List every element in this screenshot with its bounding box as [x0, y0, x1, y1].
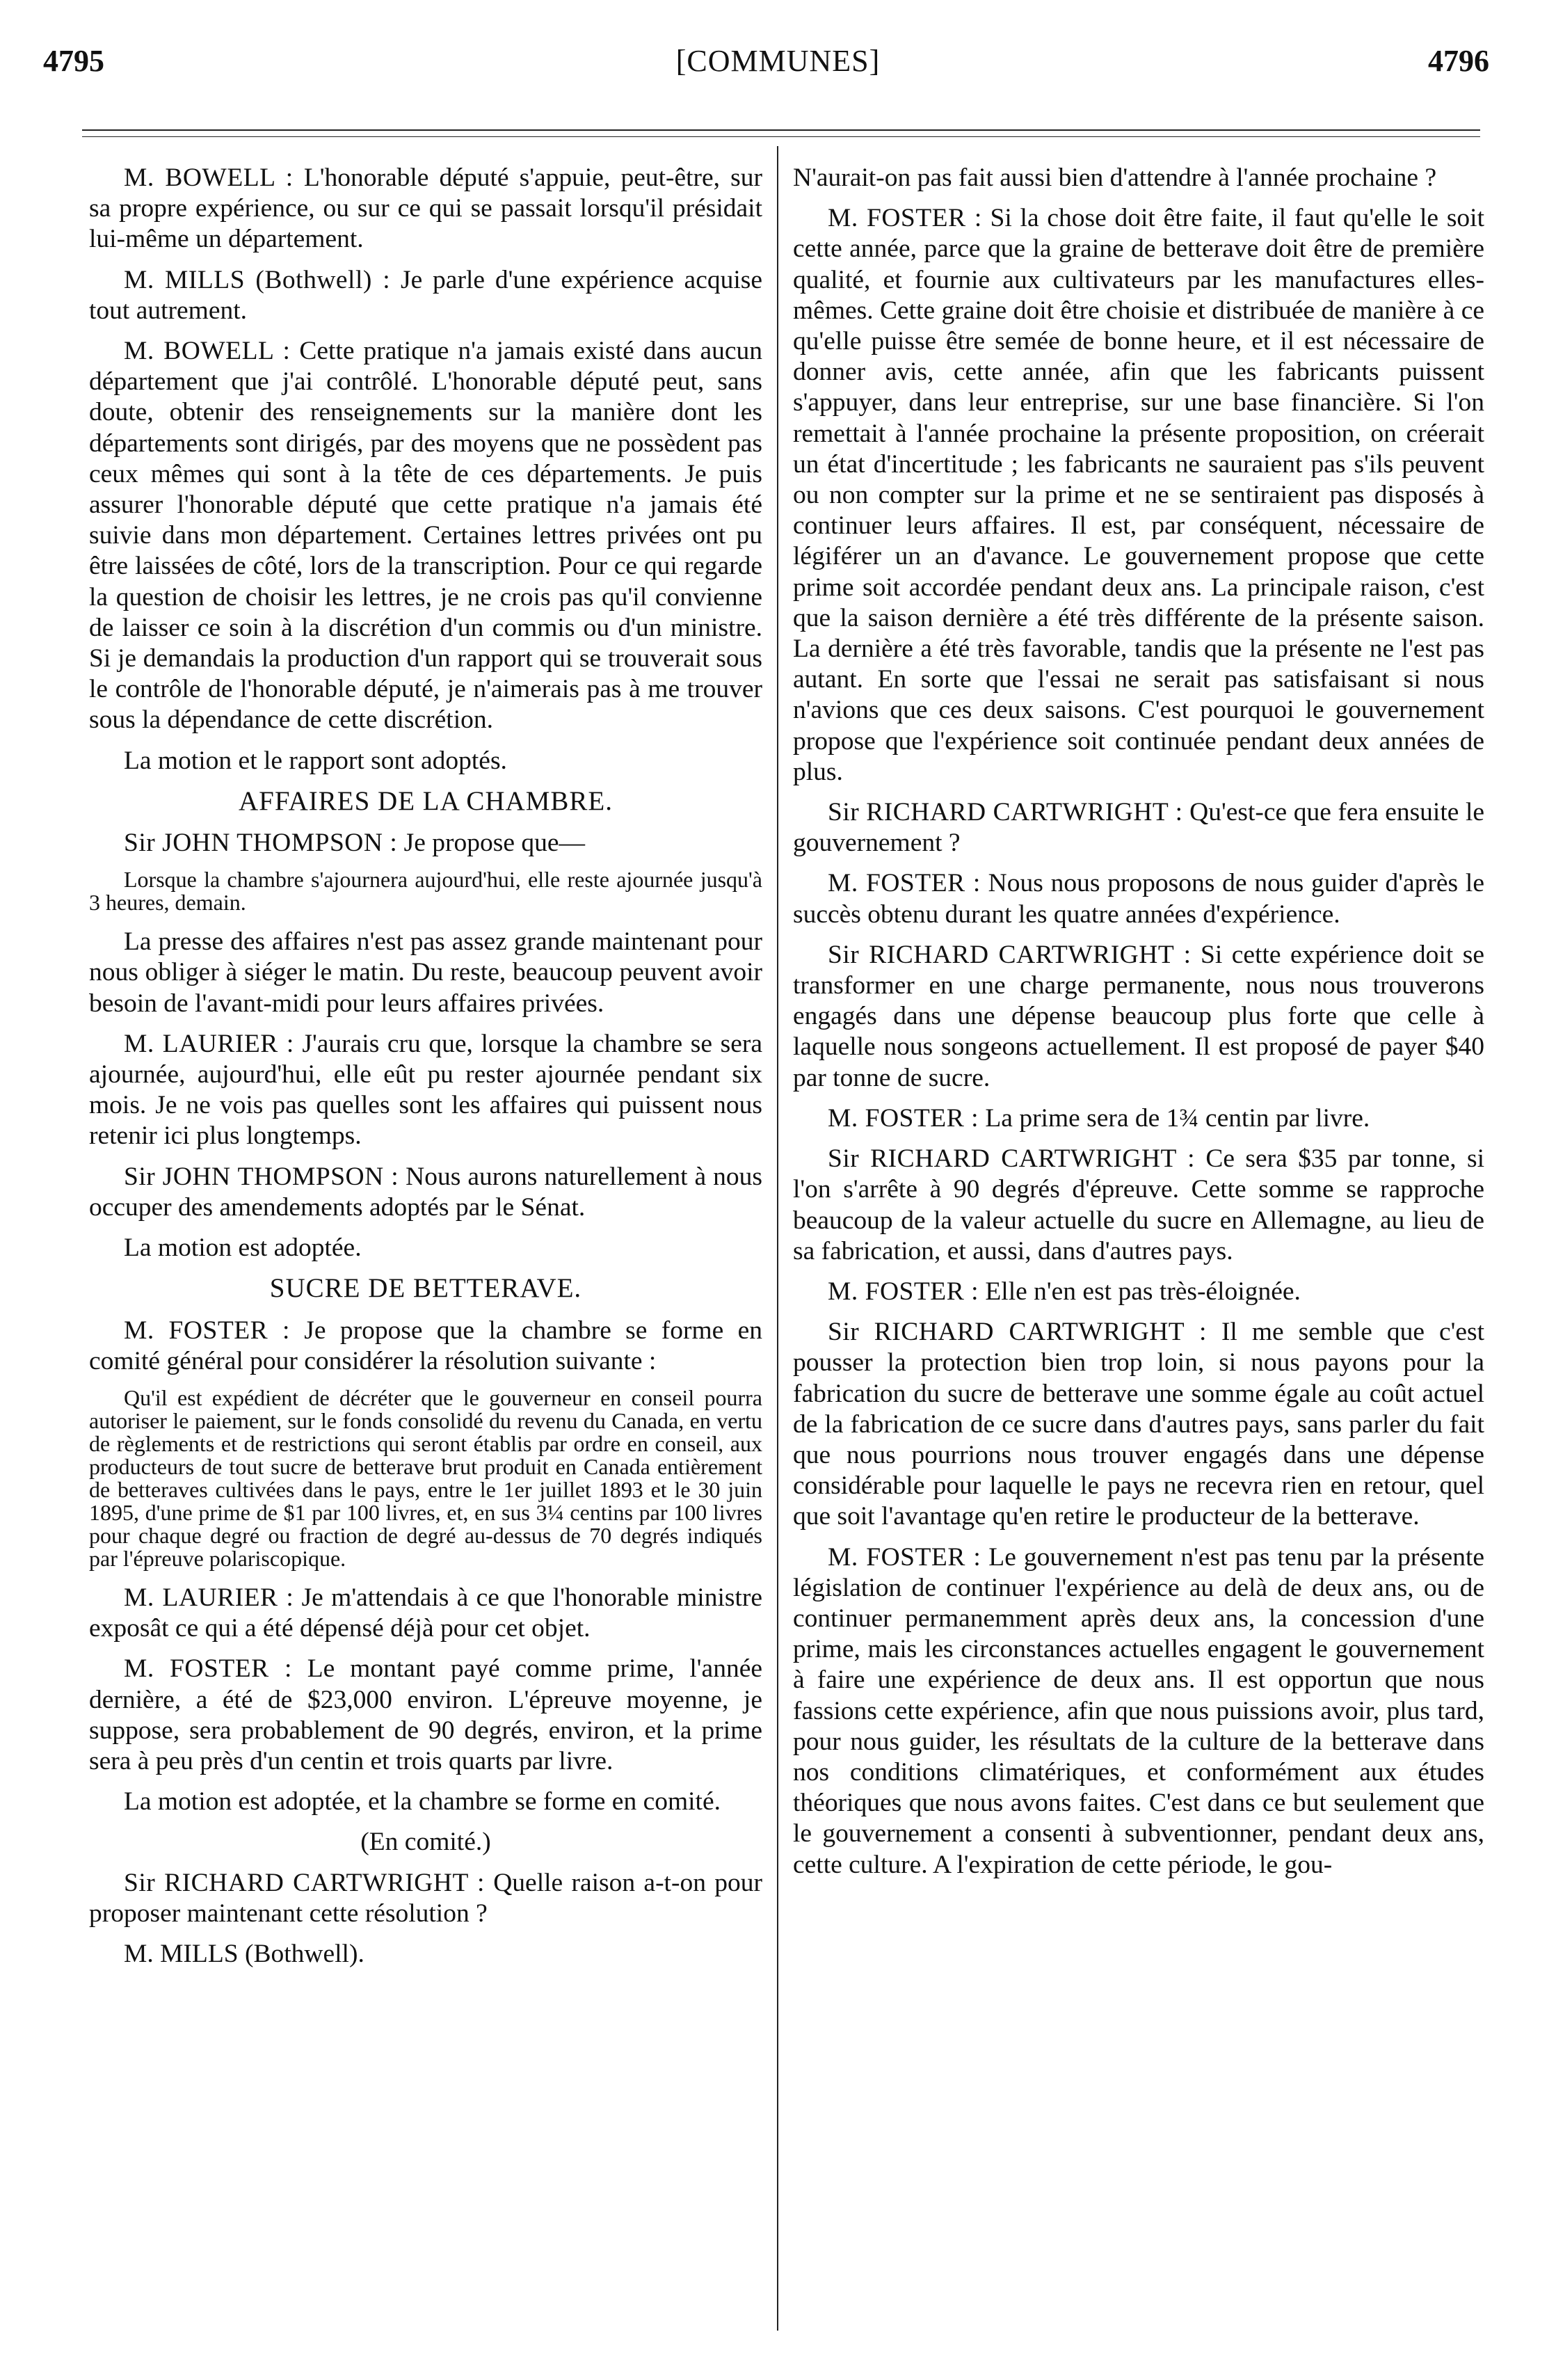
speech-text: L'honorable député s'appuie, peut-être, sur sa propre expérience, ou sur ce qui se passait lorsqu'il présidait lui-même un département.	[89, 163, 763, 254]
speech-text: Quelle raison a-t-on pour proposer maintenant cette résolution ?	[89, 1868, 763, 1928]
committee-note: (En comité.)	[360, 1828, 491, 1857]
speaker: Sir RICHARD CARTWRIGHT :	[828, 1144, 1196, 1174]
speech-text: Qu'est-ce que fera ensuite le gouvernement ?	[793, 798, 1485, 858]
paragraph	[89, 265, 762, 326]
speech-text: Ce sera $35 par tonne, si l'on s'arrête à 90 degrés d'épreuve. Cette somme se rapproche beaucoup de la valeur actuelle du sucre en Allemagne, au lieu de sa fabrication, et aussi, dans d'autres pays.	[793, 1144, 1485, 1265]
speaker: M. FOSTER :	[828, 1277, 979, 1306]
speaker: M. LAURIER :	[124, 1583, 294, 1612]
speech-text: Je propose que—	[403, 829, 585, 858]
paragraph	[793, 1277, 1484, 1307]
right-column	[793, 163, 1484, 1890]
speech-text: Elle n'en est pas très-éloignée.	[985, 1277, 1301, 1306]
speech-text: Si cette expérience doit se transformer en une charge permanente, nous nous trouverons engagés dans une dépense beaucoup plus forte que celle à laquelle nous songeons actuellement. Il est proposé de payer $40 par tonne de sucre.	[793, 940, 1484, 1092]
speaker: M. BOWELL :	[124, 163, 294, 192]
section-heading: AFFAIRES DE LA CHAMBRE.	[238, 785, 613, 816]
motion-quote: Lorsque la chambre s'ajournera aujourd'hui, elle reste ajournée jusqu'à 3 heures, demain.	[89, 867, 762, 916]
paragraph	[89, 1162, 762, 1223]
speech-text: Cette pratique n'a jamais existé dans aucun département que j'ai contrôlé. L'honorable député peut, sans doute, obtenir des renseignements sur la manière dont les départements sont dirigés, par des moyens que ne possèdent pas ceux mêmes qui sont à la tête de ces départements. Je puis assurer l'honorable député que cette pratique n'a jamais été suivie dans mon département. Certaines lettres privées ont pu être laissées de côté, lors de la transcription. Pour ce qui regarde la question de choisir les lettres, je ne crois pas qu'il convienne de laisser ce soin à la discrétion d'un commis ou d'un ministre. Si je demandais la production d'un rapport qui se trouverait sous le contrôle de l'honorable député, je n'aimerais pas à me trouver sous la dépendance de cette discrétion.	[89, 337, 763, 735]
speaker: Sir RICHARD CARTWRIGHT :	[828, 798, 1183, 827]
running-title: [COMMUNES]	[675, 44, 881, 78]
paragraph	[793, 868, 1484, 929]
speaker: M. FOSTER :	[124, 1316, 290, 1345]
page-number-right: 4796	[1428, 44, 1489, 78]
speech-text: Je propose que la chambre se forme en comité général pour considérer la résolution suivante :	[89, 1316, 763, 1375]
resolution-quote: Qu'il est expédient de décréter que le gouverneur en conseil pourra autoriser le paiement, sur le fonds consolidé du revenu du Canada, en vertu de règlements et de restrictions qui seront établis par ordre en conseil, aux producteurs de tout sucre de betterave brut produit en Canada entièrement de betteraves cultivées dans le pays, entre le 1er juillet 1893 et le 30 juin 1895, d'une prime de $1 par 100 livres, et, en sus 3¼ centins par 100 livres pour chaque degré ou fraction de degré au-dessus de 70 degrés indiqués par l'épreuve polariscopique.	[89, 1384, 762, 1571]
paragraph	[89, 1654, 762, 1777]
paragraph: La motion et le rapport sont adoptés.	[124, 746, 507, 775]
paragraph: N'aurait-on pas fait aussi bien d'attendre à l'année prochaine ?	[793, 163, 1437, 192]
paragraph: La motion est adoptée.	[124, 1233, 362, 1263]
paragraph: M. MILLS (Bothwell).	[124, 1939, 364, 1968]
speech-text: Le montant payé comme prime, l'année dernière, a été de $23,000 environ. L'épreuve moyenne, je suppose, sera probablement de 90 degrés, environ, et la prime sera à peu près d'un centin et trois quarts par livre.	[89, 1654, 762, 1775]
speaker: Sir RICHARD CARTWRIGHT :	[124, 1868, 485, 1897]
speech-text: La prime sera de 1¾ centin par livre.	[985, 1103, 1370, 1133]
speech-text: Je parle d'une expérience acquise tout autrement.	[89, 265, 763, 325]
speaker: Sir RICHARD CARTWRIGHT :	[828, 940, 1192, 969]
header-rule	[82, 129, 1480, 131]
section-heading: SUCRE DE BETTERAVE.	[269, 1273, 582, 1304]
paragraph	[89, 1868, 762, 1929]
speaker: M. FOSTER :	[828, 1103, 979, 1133]
speech-text: J'aurais cru que, lorsque la chambre se sera ajournée, aujourd'hui, elle eût pu rester ajournée pendant six mois. Je ne vois pas quelles sont les affaires qui puissent nous retenir ici plus longtemps.	[89, 1029, 762, 1151]
speaker: M. LAURIER :	[124, 1029, 294, 1058]
speaker: M. FOSTER :	[828, 869, 981, 898]
speaker: Sir RICHARD CARTWRIGHT :	[828, 1318, 1207, 1347]
speech-text: Il me semble que c'est pousser la protection bien trop loin, si nous payons pour la fabrication du sucre de betterave une somme égale au coût actuel de la fabrication de ce sucre dans d'autres pays, sans parler du fait que nous pourrions nous trouver engagés dans une dépense considérable pour laquelle le pays ne recevra rien en retour, quel que soit l'avantage qu'en retire le producteur de la betterave.	[793, 1318, 1485, 1531]
paragraph	[793, 1542, 1484, 1880]
speech-text: Nous aurons naturellement à nous occuper des amendements adoptés par le Sénat.	[89, 1162, 762, 1222]
paragraph	[89, 1029, 762, 1152]
speaker: Sir JOHN THOMPSON :	[124, 829, 398, 858]
paragraph	[793, 1103, 1484, 1134]
paragraph	[793, 1144, 1484, 1267]
speech-text: Nous nous proposons de nous guider d'après le succès obtenu durant les quatre années d'expérience.	[793, 869, 1484, 929]
column-divider	[777, 146, 778, 2331]
speaker: M. FOSTER :	[828, 204, 982, 233]
speech-text: Le gouvernement n'est pas tenu par la présente législation de continuer l'expérience au delà de deux ans, ou de continuer permanemment après deux ans, la concession d'une prime, mais les circonstances actuelles engagent le gouvernement à faire une expérience de deux ans. Il est opportun que nous fassions cette expérience, afin que nous puissions avoir, plus tard, pour nous guider, les résultats de la culture de la betterave dans nos conditions climatériques, et conformément aux études théoriques que nous avons faites. C'est dans ce but seulement que le gouvernement a consenti à subventionner, pendant deux ans, cette culture. A l'expiration de cette période, le gou-	[793, 1542, 1485, 1879]
paragraph	[793, 1317, 1484, 1532]
paragraph: La motion est adoptée, et la chambre se forme en comité.	[124, 1787, 721, 1816]
page-number-left: 4795	[43, 44, 104, 78]
paragraph	[89, 1583, 762, 1644]
speaker: M. MILLS (Bothwell) :	[124, 265, 391, 294]
speech-text: Si la chose doit être faite, il faut qu'elle le soit cette année, parce que la graine de betterave doit être de première qualité, et fournie aux cultivateurs par les manufactures elles-mêmes. Cette graine doit être choisie et distribuée de manière à ce qu'elle puisse être semée de bonne heure, et il est nécessaire de donner avis, cette année, afin que les fabricants puissent s'appuyer, dans leur entreprise, sur une base financière. Si l'on remettait à l'année prochaine la présente proposition, on créerait un état d'incertitude ; les fabricants ne sauraient pas s'ils peuvent ou non compter sur la prime et ne se sentiraient pas disposés à continuer leurs affaires. Il est, par conséquent, nécessaire de légiférer un an d'avance. Le gouvernement propose que cette prime soit accordée pendant deux ans. La principale raison, c'est que la saison dernière a été très différente de la présente saison. La dernière a été très favorable, tandis que la présente ne l'est pas autant. En sorte que l'essai ne serait pas satisfaisant si nous n'avions que ces deux saisons. C'est pourquoi le gouvernement propose que l'expérience soit continuée pendant deux années de plus.	[793, 204, 1484, 786]
paragraph	[89, 163, 762, 255]
paragraph	[89, 828, 762, 858]
speaker: M. FOSTER :	[828, 1542, 981, 1572]
speaker: M. BOWELL :	[124, 337, 291, 366]
paragraph	[793, 203, 1484, 788]
speech-text: Je m'attendais à ce que l'honorable ministre exposât ce qui a été dépensé déjà pour cet objet.	[89, 1583, 763, 1643]
left-column	[89, 163, 762, 1979]
paragraph	[89, 336, 762, 736]
paragraph: La presse des affaires n'est pas assez grande maintenant pour nous obliger à siéger le matin. Du reste, beaucoup peuvent avoir besoin de l'avant-midi pour leurs affaires privées.	[89, 927, 762, 1018]
paragraph	[793, 940, 1484, 1094]
paragraph	[793, 797, 1484, 858]
header-rule-thin	[82, 136, 1480, 137]
speaker: Sir JOHN THOMPSON :	[124, 1162, 399, 1191]
page-header	[0, 43, 1556, 92]
paragraph	[89, 1316, 762, 1377]
speaker: M. FOSTER :	[124, 1654, 292, 1684]
